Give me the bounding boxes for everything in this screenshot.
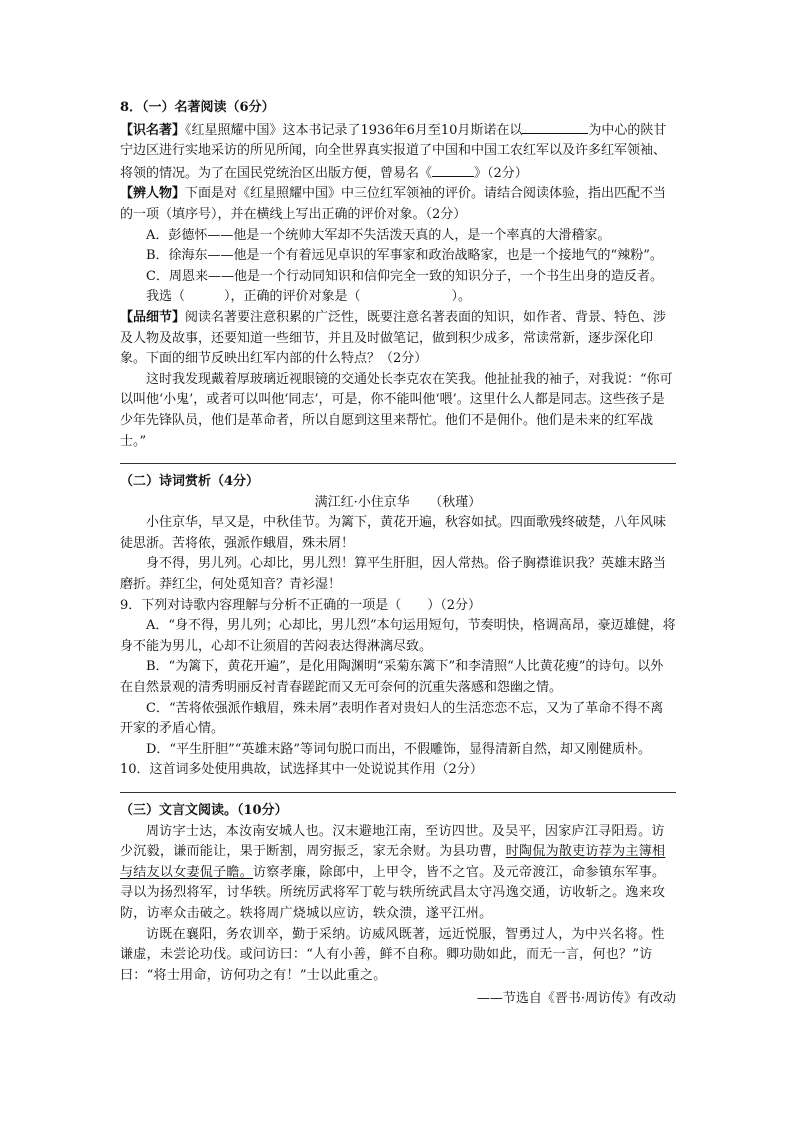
identify-choice-line[interactable]: 我选（ ），正确的评价对象是（ ）。	[146, 289, 472, 305]
classical-text-1b: 访察孝廉，除郎中，上甲令，皆不之官。及元帝渡江，命参镇东军事。寻以为扬烈将军，讨华轶。所统厉武将军丁乾与轶所统武昌太守冯逸交通，访收斩之。逸来攻防，访率众击破之。轶将周广烧城以应访，轶众溃，遂平江州。	[120, 864, 666, 921]
detail-text: 阅读名著要注意积累的广泛性，既要注意名著表面的知识，如作者、背景、特色、涉及人物及故事，还要知道一些细节，并且及时做笔记，做到积少成多，常读常新，逐步深化印象。下面的细节反映出红军内部的什么特点？（2分）	[120, 309, 667, 367]
recognize-paragraph	[120, 119, 676, 185]
identify-text: 下面是对《红星照耀中国》中三位红军领袖的评价。请结合阅读体验，指出匹配不当的一项（填序号），并在横线上写出正确的评价对象。（2分）	[120, 186, 667, 222]
recognize-text-1: 《红星照耀中国》这本书记录了1936年6月至10月斯诺在以	[185, 122, 523, 138]
recognize-text-3: 》（2分）	[474, 165, 528, 181]
exam-page	[120, 98, 676, 1010]
q8-heading: 8．（一）名著阅读（6分）	[120, 100, 275, 115]
q10-stem: 10．这首词多处使用典故，试选择其中一处说说其作用（2分）	[120, 762, 483, 778]
poem-heading: （二）诗词赏析（4分）	[120, 474, 260, 490]
identify-option-a: A．彭德怀——他是一个统帅大军却不失活泼天真的人，是一个率真的大滑稽家。	[146, 227, 611, 243]
identify-tag: 【辨人物】	[120, 186, 186, 202]
detail-paragraph	[120, 308, 676, 370]
identify-option-c: C．周恩来——他是一个行动同知识和信仰完全一致的知识分子，一个书生出身的造反者。	[146, 268, 663, 284]
poem-stanza-1: 小住京华，早又是，中秋佳节。为篱下，黄花开遍，秋容如拭。四面歌残终破楚，八年风味徒思浙。苦将侬，强派作蛾眉，殊未屑！	[120, 515, 667, 551]
detail-tag: 【品细节】	[120, 309, 186, 325]
recognize-text-2: 为中心的陕甘宁边区进行实地采访的所见所闻，向全世界真实报道了中国和中国工农红军以及许多红军领袖、将领的情况。为了在国民党统治区出版方便，曾易名《	[120, 122, 667, 181]
identify-option-b: B．徐海东——他是一个有着远见卓识的军事家和政治战略家，也是一个接地气的“辣粉”。	[146, 248, 663, 264]
section-divider	[120, 463, 676, 464]
classical-heading: （三）文言文阅读。（10分）	[120, 803, 288, 818]
q9-stem: 9．下列对诗歌内容理解与分析不正确的一项是（ ）（2分）	[120, 597, 482, 613]
classical-paragraph-1	[120, 822, 676, 925]
detail-excerpt: 这时我发现戴着厚玻璃近视眼镜的交通处长李克农在笑我。他扯扯我的袖子，对我说：“你可以叫他‘小鬼’，或者可以叫他‘同志’，可是，你不能叫他‘喂’。这里什么人都是同志。这些孩子是少年先锋队员，他们是革命者，所以自愿到这里来帮忙。他们不是佣仆。他们是未来的红军战士。”	[120, 371, 673, 449]
q9-option-d: D．“平生肝胆”“英雄末路”等词句脱口而出，不假雕饰，显得清新自然，却又刚健质朴。	[146, 741, 652, 757]
poem-stanza-2: 身不得，男儿列。心却比，男儿烈！算平生肝胆，因人常热。俗子胸襟谁识我？英雄末路当磨折。莽红尘，何处觅知音？青衫湿！	[120, 556, 667, 593]
q9-option-a: A．“身不得，男儿列；心却比，男儿烈”本句运用短句，节奏明快，格调高昂，豪迈雄健，将身不能为男儿，心却不让须眉的苦闷表达得淋漓尽致。	[120, 618, 676, 654]
section-divider	[120, 792, 676, 793]
classical-text-1a: 周访字士达，本汝南安城人也。汉末避地江南，至访四世。及吴平，因家庐江寻阳焉。访少沉毅，谦而能让，果于断割，周穷振乏，家无余财。为县功曹，	[120, 823, 665, 860]
q9-option-b: B．“为篱下，黄花开遍”，是化用陶渊明“采菊东篱下”和李清照“人比黄花瘦”的诗句。以外在自然景观的清秀明丽反衬青春蹉跎而又无可奈何的沉重失落感和怨幽之情。	[120, 659, 664, 696]
source-citation: ——节选自《晋书·周访传》有改动	[476, 991, 676, 1007]
answer-blank-place[interactable]	[522, 119, 588, 134]
poem-title: 满江红·小住京华 （秋瑾）	[314, 494, 482, 510]
underlined-sentence: 时陶侃为散吏访荐为主簿相与结友以女妻侃子瞻。	[120, 844, 666, 880]
q9-option-c: C．“苦将侬强派作蛾眉，殊未屑”表明作者对贵妇人的生活恋恋不忘，又为了革命不得不离开家的矛盾心情。	[120, 700, 664, 737]
classical-paragraph-2: 访既在襄阳，务农训卒，勤于采纳。访威风既著，远近悦服，智勇过人，为中兴名将。性谦虚，未尝论功伐。或问访曰：“人有小善，鲜不自称。卿功勋如此，而无一言，何也？”访曰：“将士用命，访何功之有！”士以此重之。	[120, 926, 665, 983]
recognize-tag: 【识名著】	[120, 122, 186, 138]
answer-blank-title[interactable]	[432, 162, 474, 177]
identify-paragraph	[120, 184, 676, 225]
